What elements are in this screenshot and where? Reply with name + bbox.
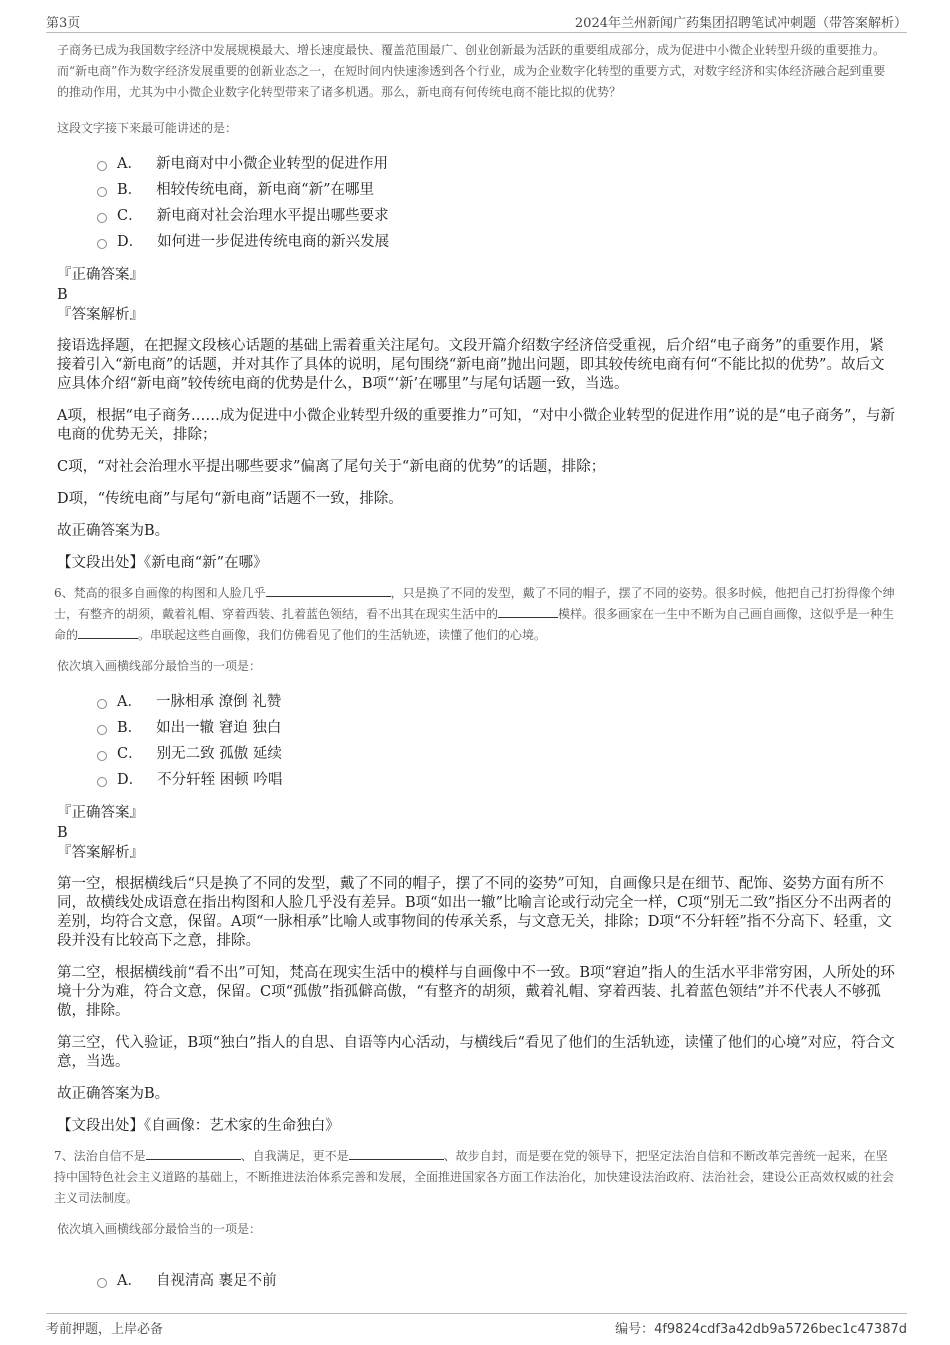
- q6-option-c[interactable]: C． 别无二致 孤傲 延续: [97, 741, 897, 767]
- q5-answer: B: [57, 287, 68, 303]
- q5-analysis-p4: D项，“传统电商”与尾句“新电商”话题不一致，排除。: [57, 491, 403, 507]
- q5-passage: 子商务已成为我国数字经济中发展规模最大、增长速度最快、覆盖范围最广、创业创新最为活跃的重要组成部分，成为促进中小微企业转型升级的重要推力。而“新电商”作为数字经济发展重要的创新业态之一，在短时间内快速渗透到各个行业，成为企业数字化转型的重要方式，对数字经济和实体经济融合起到重要的推动作用，尤其为中小微企业数字化转型带来了诸多机遇。那么，新电商有何传统电商不能比拟的优势？: [57, 43, 886, 99]
- document-title: 2024年兰州新闻广药集团招聘笔试冲刺题（带答案解析）: [574, 16, 907, 31]
- q6-option-b[interactable]: B． 如出一辙 窘迫 独白: [97, 715, 897, 741]
- footer-slogan: 考前押题，上岸必备: [46, 1322, 164, 1337]
- document-body: [54, 40, 897, 1294]
- page-number: 第3页: [46, 16, 81, 31]
- q5-analysis-label: 『答案解析』: [57, 307, 144, 323]
- q5-option-b[interactable]: B． 相较传统电商，新电商“新”在哪里: [97, 177, 897, 203]
- answer-blank: [349, 1147, 444, 1160]
- radio-icon[interactable]: [97, 699, 107, 709]
- page-footer: [0, 1310, 950, 1345]
- q6-answer: B: [57, 825, 68, 841]
- radio-icon[interactable]: [97, 751, 107, 761]
- radio-icon[interactable]: [97, 725, 107, 735]
- q6-analysis-p2: 第二空，根据横线前“看不出”可知，梵高在现实生活中的模样与自画像中不一致。B项“窘迫”指人的生活水平非常穷困，人所处的环境十分为难，符合文意，保留。C项“孤傲”指孤僻高傲，“有整齐的胡须，戴着礼帽、穿着西装、扎着蓝色领结”并不代表人不够孤傲，排除。: [57, 965, 895, 1019]
- answer-blank: [146, 1147, 241, 1160]
- q5-question: 这段文字接下来最可能讲述的是：: [57, 121, 238, 135]
- radio-icon[interactable]: [97, 187, 107, 197]
- radio-icon[interactable]: [97, 213, 107, 223]
- q6-answer-label: 『正确答案』: [57, 805, 144, 821]
- footer-divider: [46, 1313, 907, 1314]
- q7-question: 依次填入画横线部分最恰当的一项是：: [57, 1222, 262, 1236]
- q7-stem: 7、法治自信不是 、自我满足，更不是 、故步自封，而是要在党的领导下，把坚定法治自信和不断改革完善统一起来，在坚持中国特色社会主义道路的基础上，不断推进法治体系完善和发展，全面推进国家各方面工作法治化，加快建设法治政府、法治社会，建设公正高效权威的社会主义司法制度。: [54, 1149, 895, 1205]
- q7-option-a[interactable]: A． 自视清高 裹足不前: [97, 1268, 897, 1294]
- q6-analysis-p4: 故正确答案为B。: [57, 1086, 170, 1102]
- q6-option-a[interactable]: A． 一脉相承 潦倒 礼赞: [97, 689, 897, 715]
- q5-option-c[interactable]: C． 新电商对社会治理水平提出哪些要求: [97, 203, 897, 229]
- radio-icon[interactable]: [97, 239, 107, 249]
- answer-blank: [498, 605, 558, 618]
- header-divider: [46, 32, 907, 33]
- document-id: 编号：4f9824cdf3a42db9a5726bec1c47387d: [615, 1322, 907, 1337]
- radio-icon[interactable]: [97, 1278, 107, 1288]
- answer-blank: [78, 626, 138, 639]
- q6-source: 【文段出处】《自画像：艺术家的生命独白》: [57, 1118, 340, 1134]
- q6-analysis-p3: 第三空，代入验证，B项“独白”指人的自思、自语等内心活动，与横线后“看见了他们的生活轨迹，读懂了他们的心境”对应，符合文意，当选。: [57, 1035, 895, 1070]
- q6-question: 依次填入画横线部分最恰当的一项是：: [57, 659, 262, 673]
- q5-analysis-p2: A项，根据“电子商务……成为促进中小微企业转型升级的重要推力”可知，“对中小微企业转型的促进作用”说的是“电子商务”，与新电商的优势无关，排除；: [57, 408, 895, 443]
- radio-icon[interactable]: [97, 777, 107, 787]
- q5-option-a[interactable]: A． 新电商对中小微企业转型的促进作用: [97, 151, 897, 177]
- q6-stem: 6、梵高的很多自画像的构图和人脸几乎 ，只是换了不同的发型，戴了不同的帽子，摆了不同的姿势。很多时候，他把自己打扮得像个绅士，有整齐的胡须，戴着礼帽、穿着西装、扎着蓝色领结，看不出其在现实生活中的 模样。很多画家在一生中不断为自己画自画像，这似乎是一种生命的 。串联起这些自画像，我们仿佛看见了他们的生活轨迹，读懂了他们的心境。: [54, 586, 895, 642]
- q5-source: 【文段出处】《新电商“新”在哪》: [57, 555, 268, 571]
- page-header: [0, 0, 950, 35]
- q5-analysis-p5: 故正确答案为B。: [57, 523, 170, 539]
- radio-icon[interactable]: [97, 161, 107, 171]
- q6-analysis-p1: 第一空，根据横线后“只是换了不同的发型，戴了不同的帽子，摆了不同的姿势”可知，自画像只是在细节、配饰、姿势方面有所不同，故横线处成语意在指出构图和人脸几乎没有差异。B项“如出一辙”比喻言论或行动完全一样，C项“别无二致”指区分不出两者的差别，均符合文意，保留。A项“一脉相承”比喻人或事物间的传承关系，与文意无关，排除；D项“不分轩轾”指不分高下、轻重，文段并没有比较高下之意，排除。: [57, 876, 892, 949]
- answer-blank: [266, 584, 391, 597]
- q6-analysis-label: 『答案解析』: [57, 845, 144, 861]
- q5-options: [97, 151, 897, 255]
- q5-analysis-p3: C项，“对社会治理水平提出哪些要求”偏离了尾句关于“新电商的优势”的话题，排除；: [57, 459, 606, 475]
- q5-answer-label: 『正确答案』: [57, 267, 144, 283]
- q6-option-d[interactable]: D． 不分轩轾 困顿 吟唱: [97, 767, 897, 793]
- q5-analysis-p1: 接语选择题，在把握文段核心话题的基础上需着重关注尾句。文段开篇介绍数字经济倍受重视，后介绍“电子商务”的重要作用，紧接着引入“新电商”的话题，并对其作了具体的说明，尾句围绕“新电商”抛出问题，即其较传统电商有何“不能比拟的优势”。故后文应具体介绍“新电商”较传统电商的优势是什么，B项“‘新’在哪里”与尾句话题一致，当选。: [57, 338, 885, 392]
- q7-options: [97, 1268, 897, 1294]
- q5-option-d[interactable]: D． 如何进一步促进传统电商的新兴发展: [97, 229, 897, 255]
- q6-options: [97, 689, 897, 793]
